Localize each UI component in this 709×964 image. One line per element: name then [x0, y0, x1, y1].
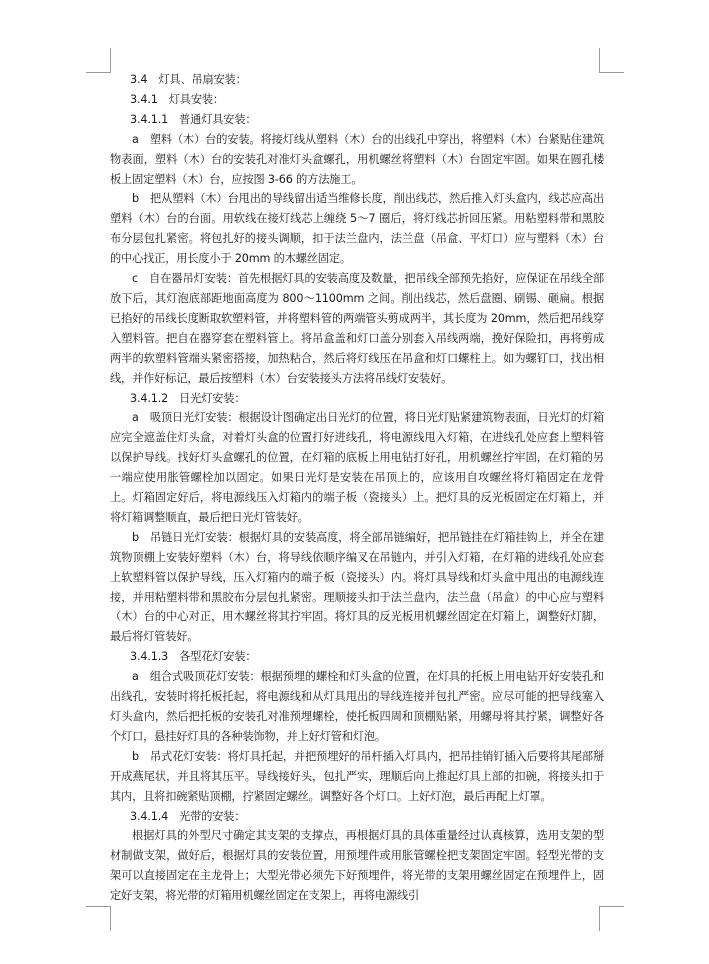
crop-mark-top-left [86, 48, 111, 73]
heading-3-4-1: 3.4.1 灯具安装： [130, 92, 224, 106]
heading-3-4-1-1: 3.4.1.1 普通灯具安装： [130, 112, 257, 126]
heading-3-4-1-3: 3.4.1.3 各型花灯安装： [130, 650, 257, 664]
paragraph-wire-connection: b 把从塑料（木）台甩出的导线留出适当维修长度，削出线芯，然后推入灯头盒内，线芯应高出塑料（木）台的台面。用软线在接灯线芯上缠绕 5～7 圈后，将灯线芯折回压紧。用粘塑料带和黑胶布分层包扎紧密。将包扎好的接头调顺，扣于法兰盘内，法兰盘（吊盒、平灯口）应与塑料（木）台的中心找正，用长度小于 20mm 的木螺丝固定。 [110, 192, 604, 266]
paragraph-plastic-base: a 塑料（木）台的安装。将接灯线从塑料（木）台的出线孔中穿出，将塑料（木）台紧贴住建筑物表面，塑料（木）台的安装孔对准灯头盒螺孔，用机螺丝将塑料（木）台固定牢固。如果在圆孔楼板上固定塑料（木）台，应按图 3-66 的方法施工。 [110, 132, 604, 186]
heading-3-4-1-2: 3.4.1.2 日光灯安装： [130, 391, 246, 405]
paragraph-pendant-lamp: c 自在器吊灯安装：首先根据灯具的安装高度及数量，把吊线全部预先掐好，应保证在吊线全部放下后，其灯泡底部距地面高度为 800～1100mm 之间。削出线芯，然后盘圈、刷锡、砸扁。根据已掐好的吊线长度断取软塑料管，并将塑料管的两端管头剪成两半，其长度为 20mm，然后把吊线穿入塑料管。把自在器穿套在塑料管上。将吊盒盖和灯口盖分别套入吊线两端，挽好保险扣，再将剪成两半的软塑料管端头紧密搭接，加热粘合，然后将灯线压在吊盒和灯口螺柱上。如为螺钉口，找出相线，并作好标记，最后按塑料（木）台安装接头方法将吊线灯安装好。 [110, 272, 604, 385]
document-body [110, 70, 604, 906]
paragraph-light-strip: 根据灯具的外型尺寸确定其支架的支撑点，再根据灯具的具体重量经过认真核算，选用支架的型材制做支架，做好后，根据灯具的安装位置，用预埋件或用胀管螺栓把支架固定牢固。轻型光带的支架可以直接固定在主龙骨上；大型光带必须先下好预埋件，将光带的支架用螺丝固定在预埋件上，固定好支架，将光带的灯箱用机螺丝固定在支架上，再将电源线引 [110, 829, 604, 903]
paragraph-combined-chandelier: a 组合式吸顶花灯安装：根据预埋的螺栓和灯头盒的位置，在灯具的托板上用电钻开好安装孔和出线孔，安装时将托板托起，将电源线和从灯具甩出的导线连接并包扎严密。应尽可能的把导线塞入灯头盒内，然后把托板的安装孔对准预埋螺栓，使托板四周和顶棚贴紧，用螺母将其拧紧，调整好各个灯口，悬挂好灯具的各种装饰物，并上好灯管和灯泡。 [110, 670, 604, 743]
crop-mark-bottom-left [86, 906, 111, 931]
heading-3-4: 3.4 灯具、吊扇安装： [130, 73, 247, 86]
paragraph-hanging-chandelier: b 吊式花灯安装：将灯具托起，并把预埋好的吊杆插入灯具内，把吊挂销钉插入后要将其尾部掰开成燕尾状，并且将其压平。导线接好头，包扎严实，理顺后向上推起灯具上部的扣碗，将接头扣于其内，且将扣碗紧贴顶棚，拧紧固定螺丝。调整好各个灯口。上好灯泡，最后再配上灯罩。 [110, 749, 604, 803]
crop-mark-bottom-right [599, 906, 624, 931]
heading-3-4-1-4: 3.4.1.4 光带的安装： [130, 809, 246, 823]
paragraph-chain-fluorescent: b 吊链日光灯安装：根据灯具的安装高度，将全部吊链编好，把吊链挂在灯箱挂钩上，并全在建筑物顶棚上安装好塑料（木）台，将导线依顺序编叉在吊链内，并引入灯箱，在灯箱的进线孔处应套上软塑料管以保护导线，压入灯箱内的端子板（瓷接头）内。将灯具导线和灯头盒中甩出的电源线连接，并用粘塑料带和黑胶布分层包扎紧密。理顺接头扣于法兰盘内，法兰盘（吊盒）的中心应与塑料（木）台的中心对正，用木螺丝将其拧牢固。将灯具的反光板用机螺丝固定在灯箱上，调整好灯脚，最后将灯管装好。 [110, 530, 604, 644]
paragraph-ceiling-fluorescent: a 吸顶日光灯安装：根据设计图确定出日光灯的位置，将日光灯贴紧建筑物表面，日光灯的灯箱应完全遮盖住灯头盒，对着灯头盒的位置打好进线孔，将电源线甩入灯箱，在进线孔处应套上塑料管以保护导线。找好灯头盒螺孔的位置，在灯箱的底板上用电钻打好孔，用机螺丝拧牢固，在灯箱的另一端应使用胀管螺栓加以固定。如果日光灯是安装在吊顶上的，应该用自攻螺丝将灯箱固定在龙骨上。灯箱固定好后，将电源线压入灯箱内的端子板（瓷接头）上。把灯具的反光板固定在灯箱上，并将灯箱调整顺直，最后把日光灯管装好。 [110, 411, 604, 524]
